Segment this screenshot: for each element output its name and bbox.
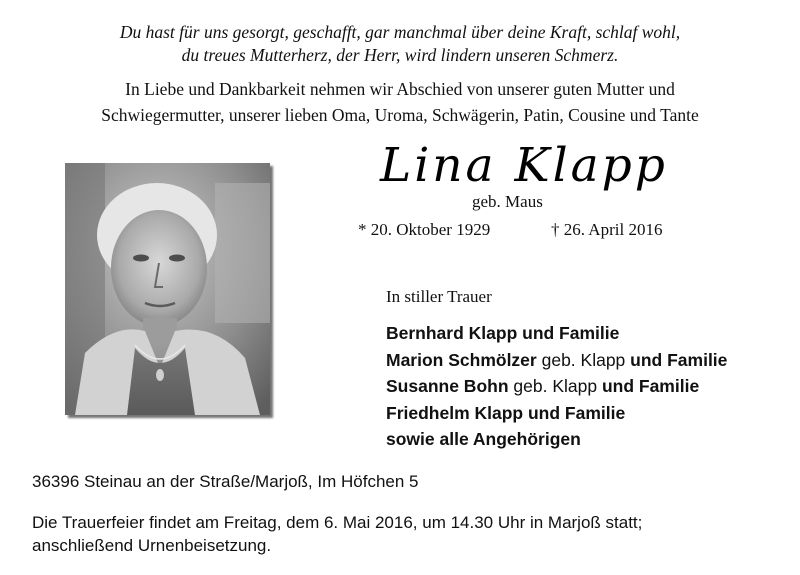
mourner-entry xyxy=(386,320,727,347)
deceased-name: Lina Klapp xyxy=(380,138,668,193)
mourner-entry xyxy=(386,373,727,400)
mourner-suffix: und Familie xyxy=(601,376,700,396)
deceased-maiden-name: geb. Maus xyxy=(472,192,543,211)
mourner-name: Susanne Bohn xyxy=(386,376,509,396)
mourners-list xyxy=(386,320,727,453)
funeral-notice xyxy=(32,511,772,557)
mourner-entry xyxy=(386,347,727,374)
birth-date: * 20. Oktober 1929 xyxy=(358,220,491,239)
mourner-name: sowie alle Angehörigen xyxy=(386,429,581,449)
funeral-line-1: Die Trauerfeier findet am Freitag, dem 6. Mai 2016, um 14.30 Uhr in Marjoß statt; xyxy=(32,513,643,532)
intro-line-2: Schwiegermutter, unserer lieben Oma, Uroma, Schwägerin, Patin, Cousine und Tante xyxy=(101,104,699,125)
portrait-photo xyxy=(65,163,270,415)
mourner-suffix: und Familie xyxy=(630,349,728,370)
mourner-name: Friedhelm Klapp und Familie xyxy=(386,402,626,423)
intro-line-1: In Liebe und Dankbarkeit nehmen wir Abschied von unserer guten Mutter und xyxy=(125,79,675,99)
death-date: † 26. April 2016 xyxy=(551,220,663,239)
mourner-entry xyxy=(386,400,727,427)
poem-verse xyxy=(0,21,800,66)
mourner-maiden-name: geb. Klapp xyxy=(513,376,598,396)
mourner-maiden-name: geb. Klapp xyxy=(541,349,626,370)
poem-line-1: Du hast für uns gesorgt, geschafft, gar manchmal über deine Kraft, schlaf wohl, xyxy=(119,22,681,42)
portrait-photo-image xyxy=(65,163,270,415)
farewell-intro xyxy=(0,77,800,128)
mourner-name: Marion Schmölzer xyxy=(386,349,537,370)
poem-line-2: du treues Mutterherz, der Herr, wird lindern unseren Schmerz. xyxy=(181,44,619,65)
mourner-entry xyxy=(386,426,727,453)
mourner-name: Bernhard Klapp und Familie xyxy=(386,323,620,343)
address: 36396 Steinau an der Straße/Marjoß, Im Höfchen 5 xyxy=(32,472,419,491)
mourning-label: In stiller Trauer xyxy=(386,287,492,306)
funeral-line-2: anschließend Urnenbeisetzung. xyxy=(32,536,272,555)
